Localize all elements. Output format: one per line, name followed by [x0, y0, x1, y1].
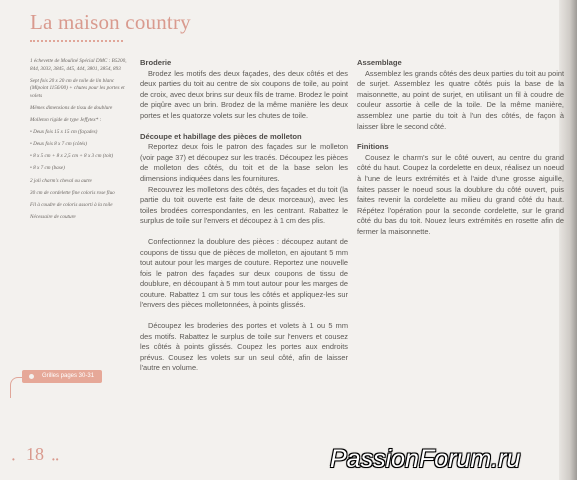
material-item: 1 échevette de Mouliné Spécial DMC : B5200, 844, 3033, 3845, 445, 444, 3801, 3854, 893: [30, 58, 127, 72]
decoupe-paragraph-4: Découpez les broderies des portes et volets à 1 ou 5 mm des motifs. Rabattez le surplus de toile sur l'envers et cousez les côtés à points glissés. Coupez les portes aux endroits prévus. Cousez les volets sur un seul côté, afin de laisser l'autre en volume.: [140, 321, 348, 373]
grille-reference-tag: [22, 370, 102, 383]
material-item: 2 joli charm's cheval ou autre: [30, 177, 92, 184]
material-item: Sept fois 20 x 20 cm de toile de lin blanc (Mlpoint 1156/00) + chutes pour les portes et volets: [30, 77, 125, 99]
page-dots-left: •: [12, 455, 16, 464]
title-dotted-rule: [30, 40, 123, 42]
section-heading-broderie: Broderie: [140, 58, 172, 67]
section-heading-assemblage: Assemblage: [357, 58, 402, 67]
section-heading-finitions: Finitions: [357, 142, 389, 152]
decoupe-section: [140, 132, 348, 374]
decoupe-paragraph-3: Confectionnez la doublure des pièces : découpez autant de coupons de tissu que de pièces de molleton, en ajoutant 5 mm tout autour pour les marges de couture. Reportez une nouvelle fois le patron des façades sur deux coupons de tissu de doublure, en découpant à 5 mm tout autour pour les marges de couture. Rabattez 1 cm sur tous les côtés et appliquez-les sur l'envers des pièces molletonnées, à points glissés.: [140, 236, 348, 310]
material-item: Fil à coudre de coloris assorti à la toile: [30, 201, 113, 208]
tag-hole-icon: [29, 374, 34, 379]
material-item: Nécessaire de couture: [30, 213, 76, 220]
grille-reference-label: Grilles pages 30-31: [42, 373, 95, 379]
page-title: La maison country: [30, 10, 191, 34]
material-item: • 8 x 5 cm + 8 x 2,5 cm + 8 x 3 cm (toit): [30, 153, 114, 160]
page-dots-right: ••: [52, 455, 60, 464]
material-item: Molleton rigide de type Jeffytex* :: [30, 117, 102, 124]
finitions-paragraph: Cousez le charm's sur le côté ouvert, au centre du grand côté du haut. Coupez la cordelette en deux, réalisez un noeud à l'une de leurs extrémités et à l'aide d'une grosse aiguille, faites passer le noeud sous la doublure du côté ouvert, puis faites revenir la cordelette au milieu du grand côté du haut. Répétez l'opération pour la seconde cordelette, sur le grand côté du bas du toit. Nouez leurs extrémités en rosette afin de fermer la maisonnette.: [357, 152, 564, 236]
assemblage-paragraph: Assemblez les grands côtés des deux parties du toit au point de surjet. Assemblez les quatre côtés puis la base de la maisonnette, au point de surjet, en utilisant un fil à coudre de couleur assortie à celle de la toile. De la même manière, assemblez une partie du toit à l'un des côtés, de façon à laisser libre le second côté.: [357, 68, 564, 131]
materials-list: [30, 58, 130, 226]
page-number: 18: [26, 444, 44, 464]
material-item: • Deux fois 15 x 15 cm (façades): [30, 129, 98, 136]
material-item: • Deux fois 8 x 7 cm (côtés): [30, 141, 87, 148]
assemblage-section: [357, 58, 564, 132]
instructions-right-column: [357, 58, 564, 248]
material-item: 30 cm de cordelette fine coloris rose fluo: [30, 189, 115, 196]
instructions-middle-column: [140, 58, 348, 384]
watermark-text: PassionForum.ru: [330, 445, 521, 473]
broderie-section: [140, 58, 348, 122]
material-item: • 8 x 7 cm (base): [30, 165, 65, 172]
finitions-section: [357, 142, 564, 237]
section-heading-decoupe: Découpe et habillage des pièces de molleton: [140, 131, 302, 141]
material-item: Mêmes dimensions de tissu de doublure: [30, 104, 113, 111]
decoupe-paragraph-2: Recouvrez les molletons des côtés, des façades et du toit (la partie du toit ouverte est faite de deux morceaux), avec les toiles brodées correspondantes, en les centrant. Rabattez le surplus de toile sur l'envers et découpez à 1 cm des plis.: [140, 184, 348, 226]
broderie-paragraph: Brodez les motifs des deux façades, des deux côtés et des deux parties du toit au centre de six coupons de toile, au point de croix, avec deux brins sur deux fils de trame. Brodez le point de piqûre avec un brin. Brodez de la même manière les deux portes et les quatorze volets sur les chutes de toile.: [140, 68, 348, 120]
decoupe-paragraph-1: Reportez deux fois le patron des façades sur le molleton (voir page 37) et découpez sur les tracés. Découpez les pièces de molleton des côtés, du toit et de la base selon les dimensions indiquées dans les fournitures.: [140, 142, 348, 183]
